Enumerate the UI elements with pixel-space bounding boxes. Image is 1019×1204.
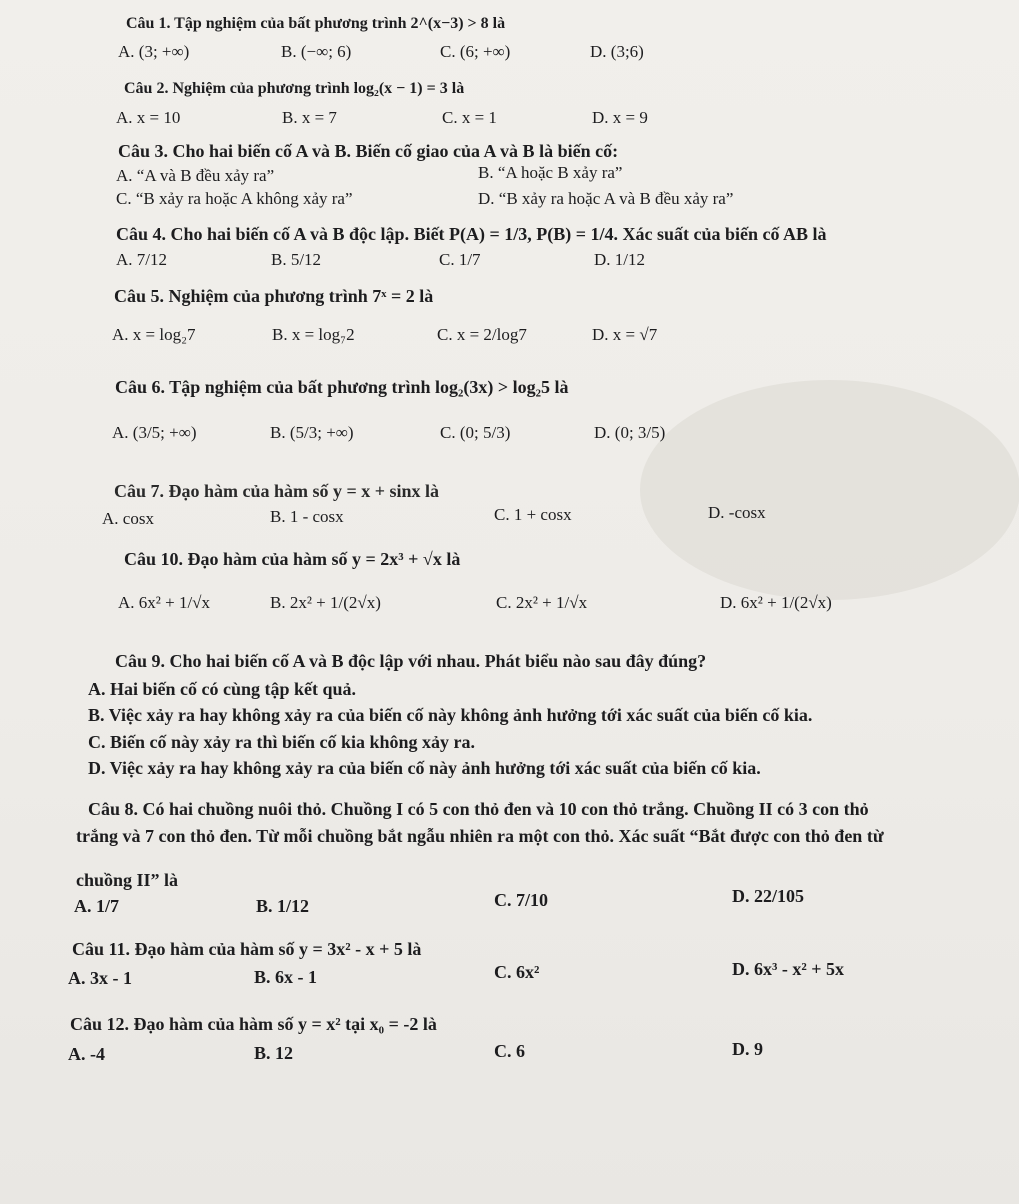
question-5-option-c: C. x = 2/log7 (437, 325, 527, 344)
question-8-line-1: Câu 8. Có hai chuồng nuôi thỏ. Chuồng I có 5 con thỏ đen và 10 con thỏ trắng. Chuồng II có 3 con thỏ (88, 799, 869, 819)
question-7-option-b: B. 1 - cosx (270, 507, 344, 526)
question-10-option-c: C. 2x² + 1/√x (496, 593, 588, 612)
question-10-stem: Câu 10. Đạo hàm của hàm số y = 2x³ + √x là (124, 549, 461, 569)
question-5-option-b: B. x = log₇2 (272, 325, 355, 344)
question-12-option-d: D. 9 (732, 1039, 763, 1059)
question-5-option-a: A. x = log₂7 (112, 325, 196, 344)
question-8-option-b: B. 1/12 (256, 896, 310, 916)
question-1-stem: Câu 1. Tập nghiệm của bất phương trình 2^(x−3) > 8 là (126, 15, 506, 32)
question-6-option-a: A. (3/5; +∞) (112, 423, 197, 442)
question-10-option-a: A. 6x² + 1/√x (118, 593, 211, 612)
question-3-option-b: B. “A hoặc B xảy ra” (478, 163, 623, 182)
question-9-stem: Câu 9. Cho hai biến cố A và B độc lập với nhau. Phát biểu nào sau đây đúng? (115, 651, 707, 671)
question-7-stem: Câu 7. Đạo hàm của hàm số y = x + sinx là (114, 481, 440, 501)
question-9-option-a: A. Hai biến cố có cùng tập kết quả. (88, 679, 357, 699)
question-12-option-b: B. 12 (254, 1043, 294, 1063)
question-9-option-b: B. Việc xảy ra hay không xảy ra của biến cố này không ảnh hưởng tới xác suất của biến cố kia. (88, 705, 813, 725)
question-7-option-c: C. 1 + cosx (494, 505, 572, 524)
question-11-stem: Câu 11. Đạo hàm của hàm số y = 3x² - x + 5 là (72, 939, 422, 959)
question-1-option-b: B. (−∞; 6) (281, 42, 352, 61)
question-10-option-b: B. 2x² + 1/(2√x) (270, 593, 381, 612)
question-4-option-a: A. 7/12 (116, 250, 167, 269)
question-11-option-b: B. 6x - 1 (254, 967, 317, 987)
question-3-option-a: A. “A và B đều xảy ra” (116, 166, 275, 185)
question-3-option-c: C. “B xảy ra hoặc A không xảy ra” (116, 189, 353, 208)
question-2-stem: Câu 2. Nghiệm của phương trình log₂(x − 1) = 3 là (124, 80, 465, 97)
question-2-option-a: A. x = 10 (116, 108, 181, 127)
question-12-stem: Câu 12. Đạo hàm của hàm số y = x² tại x₀ = -2 là (70, 1014, 437, 1034)
question-8-option-c: C. 7/10 (494, 890, 548, 910)
question-6-option-b: B. (5/3; +∞) (270, 423, 354, 442)
question-11-option-a: A. 3x - 1 (68, 968, 132, 988)
question-9-option-c: C. Biến cố này xảy ra thì biến cố kia không xảy ra. (88, 732, 476, 752)
question-2-option-b: B. x = 7 (282, 108, 337, 127)
question-12-option-c: C. 6 (494, 1041, 525, 1061)
question-3-stem: Câu 3. Cho hai biến cố A và B. Biến cố giao của A và B là biến cố: (118, 141, 619, 161)
question-12-option-a: A. -4 (68, 1044, 105, 1064)
question-1-option-d: D. (3;6) (590, 42, 644, 61)
question-6-option-c: C. (0; 5/3) (440, 423, 511, 442)
question-7-option-d: D. -cosx (708, 503, 766, 522)
question-6-stem: Câu 6. Tập nghiệm của bất phương trình log₂(3x) > log₂5 là (115, 377, 569, 397)
question-9-option-d: D. Việc xảy ra hay không xảy ra của biến cố này ảnh hưởng tới xác suất của biến cố kia. (88, 758, 761, 778)
question-4-stem: Câu 4. Cho hai biến cố A và B độc lập. Biết P(A) = 1/3, P(B) = 1/4. Xác suất của biến cố AB là (116, 224, 827, 244)
question-8-line-3: chuồng II” là (76, 870, 179, 890)
question-11-option-c: C. 6x² (494, 962, 540, 982)
question-2-option-d: D. x = 9 (592, 108, 648, 127)
question-4-option-d: D. 1/12 (594, 250, 645, 269)
question-8-line-2: trắng và 7 con thỏ đen. Từ mỗi chuồng bắt ngẫu nhiên ra một con thỏ. Xác suất “Bắt được con thỏ đen từ (76, 826, 884, 846)
question-10-option-d: D. 6x² + 1/(2√x) (720, 593, 832, 612)
question-4-option-b: B. 5/12 (271, 250, 322, 269)
question-5-option-d: D. x = √7 (592, 325, 658, 344)
question-6-option-d: D. (0; 3/5) (594, 423, 666, 442)
question-8-option-d: D. 22/105 (732, 886, 804, 906)
question-5-stem: Câu 5. Nghiệm của phương trình 7ˣ = 2 là (114, 286, 434, 306)
question-3-option-d: D. “B xảy ra hoặc A và B đều xảy ra” (478, 189, 734, 208)
question-7-option-a: A. cosx (102, 509, 154, 528)
question-1-option-c: C. (6; +∞) (440, 42, 511, 61)
paper-stain (640, 380, 1019, 600)
question-4-option-c: C. 1/7 (439, 250, 481, 269)
question-2-option-c: C. x = 1 (442, 108, 497, 127)
question-8-option-a: A. 1/7 (74, 896, 119, 916)
question-1-option-a: A. (3; +∞) (118, 42, 190, 61)
question-11-option-d: D. 6x³ - x² + 5x (732, 959, 845, 979)
